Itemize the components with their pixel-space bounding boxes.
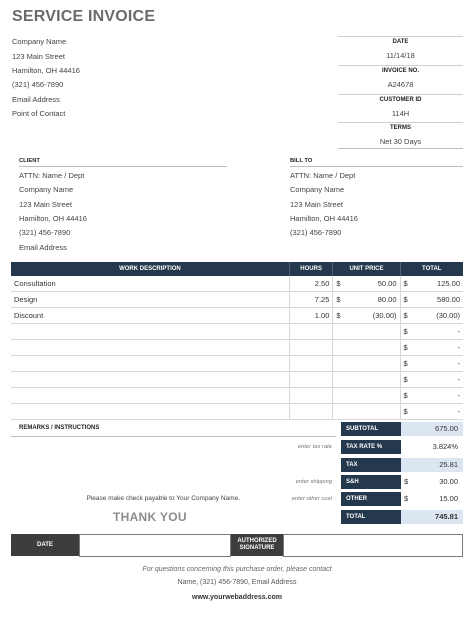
subtotal-label: SUBTOTAL <box>341 422 401 436</box>
client-label: CLIENT <box>19 158 40 164</box>
company-street: 123 Main Street <box>12 52 65 61</box>
item-unit-price[interactable] <box>349 372 400 388</box>
company-email: Email Address <box>12 95 60 104</box>
unit-price-currency <box>333 340 349 356</box>
unit-price-currency <box>333 388 349 404</box>
sh-label: S&H <box>341 475 401 489</box>
item-total: - <box>416 372 463 388</box>
customer-id-label: CUSTOMER ID <box>338 94 463 103</box>
total-currency-sign: $ <box>400 356 416 372</box>
company-city: Hamilton, OH 44416 <box>12 66 80 75</box>
item-unit-price[interactable] <box>349 356 400 372</box>
table-row <box>11 404 463 420</box>
bill-to-city: Hamilton, OH 44416 <box>290 214 358 223</box>
total-currency-sign: $ <box>400 292 416 308</box>
thank-you-text: THANK YOU <box>113 510 187 524</box>
table-row <box>11 388 463 404</box>
client-company: Company Name <box>19 185 74 194</box>
item-total: - <box>416 324 463 340</box>
authorized-signature-label <box>231 534 283 556</box>
date-label: DATE <box>338 36 463 45</box>
item-unit-price[interactable] <box>349 404 400 420</box>
shipping-hint: enter shipping <box>295 479 332 485</box>
item-unit-price[interactable]: 80.00 <box>349 292 400 308</box>
item-total: 580.00 <box>416 292 463 308</box>
terms-value: Net 30 Days <box>379 137 422 146</box>
footer-contact-note: For questions concerning this purchase order, please contact <box>142 566 332 573</box>
item-hours[interactable] <box>289 340 333 356</box>
item-total: - <box>416 404 463 420</box>
col-work-description: WORK DESCRIPTION <box>11 262 289 276</box>
item-description[interactable] <box>11 404 289 420</box>
item-unit-price[interactable] <box>349 388 400 404</box>
invoice-no-value: A24678 <box>387 80 414 89</box>
total-currency-sign: $ <box>400 276 416 292</box>
item-hours[interactable] <box>289 372 333 388</box>
subtotal-value: 675.00 <box>401 422 463 436</box>
company-name: Company Name <box>12 37 67 46</box>
client-email: Email Address <box>19 243 67 252</box>
col-total: TOTAL <box>400 262 463 276</box>
client-street: 123 Main Street <box>19 200 72 209</box>
unit-price-currency <box>333 372 349 388</box>
item-hours[interactable] <box>289 388 333 404</box>
bill-to-phone: (321) 456-7890 <box>290 228 342 237</box>
check-payable-note: Please make check payable to Your Company Name. <box>86 495 240 502</box>
table-row <box>11 308 463 324</box>
item-description[interactable]: Discount <box>11 308 289 324</box>
signature-date-field[interactable] <box>79 534 231 557</box>
item-hours[interactable]: 1.00 <box>289 308 333 324</box>
item-hours[interactable] <box>289 356 333 372</box>
item-unit-price[interactable] <box>349 324 400 340</box>
item-description[interactable] <box>11 340 289 356</box>
unit-price-currency: $ <box>333 292 349 308</box>
other-currency: $ <box>404 494 409 503</box>
total-currency-sign: $ <box>400 308 416 324</box>
client-city: Hamilton, OH 44416 <box>19 214 87 223</box>
item-hours[interactable] <box>289 324 333 340</box>
sh-value[interactable]: 30.00 <box>439 477 458 486</box>
remarks-label: REMARKS / INSTRUCTIONS <box>19 425 100 431</box>
unit-price-currency <box>333 404 349 420</box>
other-value[interactable]: 15.00 <box>439 494 458 503</box>
item-hours[interactable]: 7.25 <box>289 292 333 308</box>
table-row <box>11 276 463 292</box>
authorized-label-line1: AUTHORIZED <box>237 538 277 544</box>
table-row <box>11 356 463 372</box>
col-hours: HOURS <box>289 262 333 276</box>
tax-value: 25.81 <box>401 458 463 472</box>
table-row <box>11 340 463 356</box>
item-total: - <box>416 356 463 372</box>
item-description[interactable] <box>11 324 289 340</box>
sh-currency: $ <box>404 477 409 486</box>
bill-to-company: Company Name <box>290 185 345 194</box>
client-attn: ATTN: Name / Dept <box>19 171 85 180</box>
terms-label: TERMS <box>338 122 463 131</box>
item-description[interactable] <box>11 372 289 388</box>
footer-website[interactable]: www.yourwebaddress.com <box>192 594 282 601</box>
other-cost-hint: enter other cost <box>291 496 332 502</box>
total-currency-sign: $ <box>400 372 416 388</box>
customer-id-value: 114H <box>391 109 410 118</box>
footer-contact-details: Name, (321) 456-7890, Email Address <box>177 579 297 586</box>
total-currency-sign: $ <box>400 340 416 356</box>
invoice-title: SERVICE INVOICE <box>12 8 156 25</box>
bill-to-label: BILL TO <box>290 158 313 164</box>
item-description[interactable]: Consultation <box>11 276 289 292</box>
total-value: 745.81 <box>401 510 463 524</box>
col-unit-price: UNIT PRICE <box>333 262 400 276</box>
unit-price-currency: $ <box>333 308 349 324</box>
bill-to-attn: ATTN: Name / Dept <box>290 171 356 180</box>
bill-to-divider <box>290 166 463 167</box>
table-row <box>11 372 463 388</box>
work-items-table <box>11 262 463 420</box>
item-hours[interactable]: 2.50 <box>289 276 333 292</box>
remarks-divider <box>11 436 336 437</box>
bill-to-street: 123 Main Street <box>290 200 343 209</box>
table-row <box>11 324 463 340</box>
total-label: TOTAL <box>341 510 401 524</box>
item-hours[interactable] <box>289 404 333 420</box>
item-description[interactable] <box>11 388 289 404</box>
unit-price-currency: $ <box>333 276 349 292</box>
unit-price-currency <box>333 356 349 372</box>
meta-divider <box>338 148 463 149</box>
item-total: (30.00) <box>416 308 463 324</box>
item-total: - <box>416 388 463 404</box>
total-currency-sign: $ <box>400 324 416 340</box>
date-value: 11/14/18 <box>386 51 415 60</box>
item-unit-price[interactable]: 50.00 <box>349 276 400 292</box>
tax-rate-label: TAX RATE % <box>341 440 401 454</box>
item-description[interactable] <box>11 356 289 372</box>
tax-rate-value[interactable]: 3.824% <box>432 442 458 451</box>
item-total: - <box>416 340 463 356</box>
authorized-label-line2: SIGNATURE <box>239 545 275 551</box>
total-currency-sign: $ <box>400 388 416 404</box>
client-divider <box>19 166 227 167</box>
unit-price-currency <box>333 324 349 340</box>
item-unit-price[interactable]: (30.00) <box>349 308 400 324</box>
tax-rate-hint: enter tax rate <box>297 444 332 450</box>
signature-field[interactable] <box>283 534 463 557</box>
client-phone: (321) 456-7890 <box>19 228 71 237</box>
table-row <box>11 292 463 308</box>
total-currency-sign: $ <box>400 404 416 420</box>
item-description[interactable]: Design <box>11 292 289 308</box>
table-header-row <box>11 262 463 276</box>
company-phone: (321) 456-7890 <box>12 80 64 89</box>
company-contact: Point of Contact <box>12 109 66 118</box>
item-total: 125.00 <box>416 276 463 292</box>
signature-date-label: DATE <box>11 534 79 556</box>
invoice-no-label: INVOICE NO. <box>338 65 463 74</box>
tax-label: TAX <box>341 458 401 472</box>
item-unit-price[interactable] <box>349 340 400 356</box>
other-label: OTHER <box>341 492 401 506</box>
